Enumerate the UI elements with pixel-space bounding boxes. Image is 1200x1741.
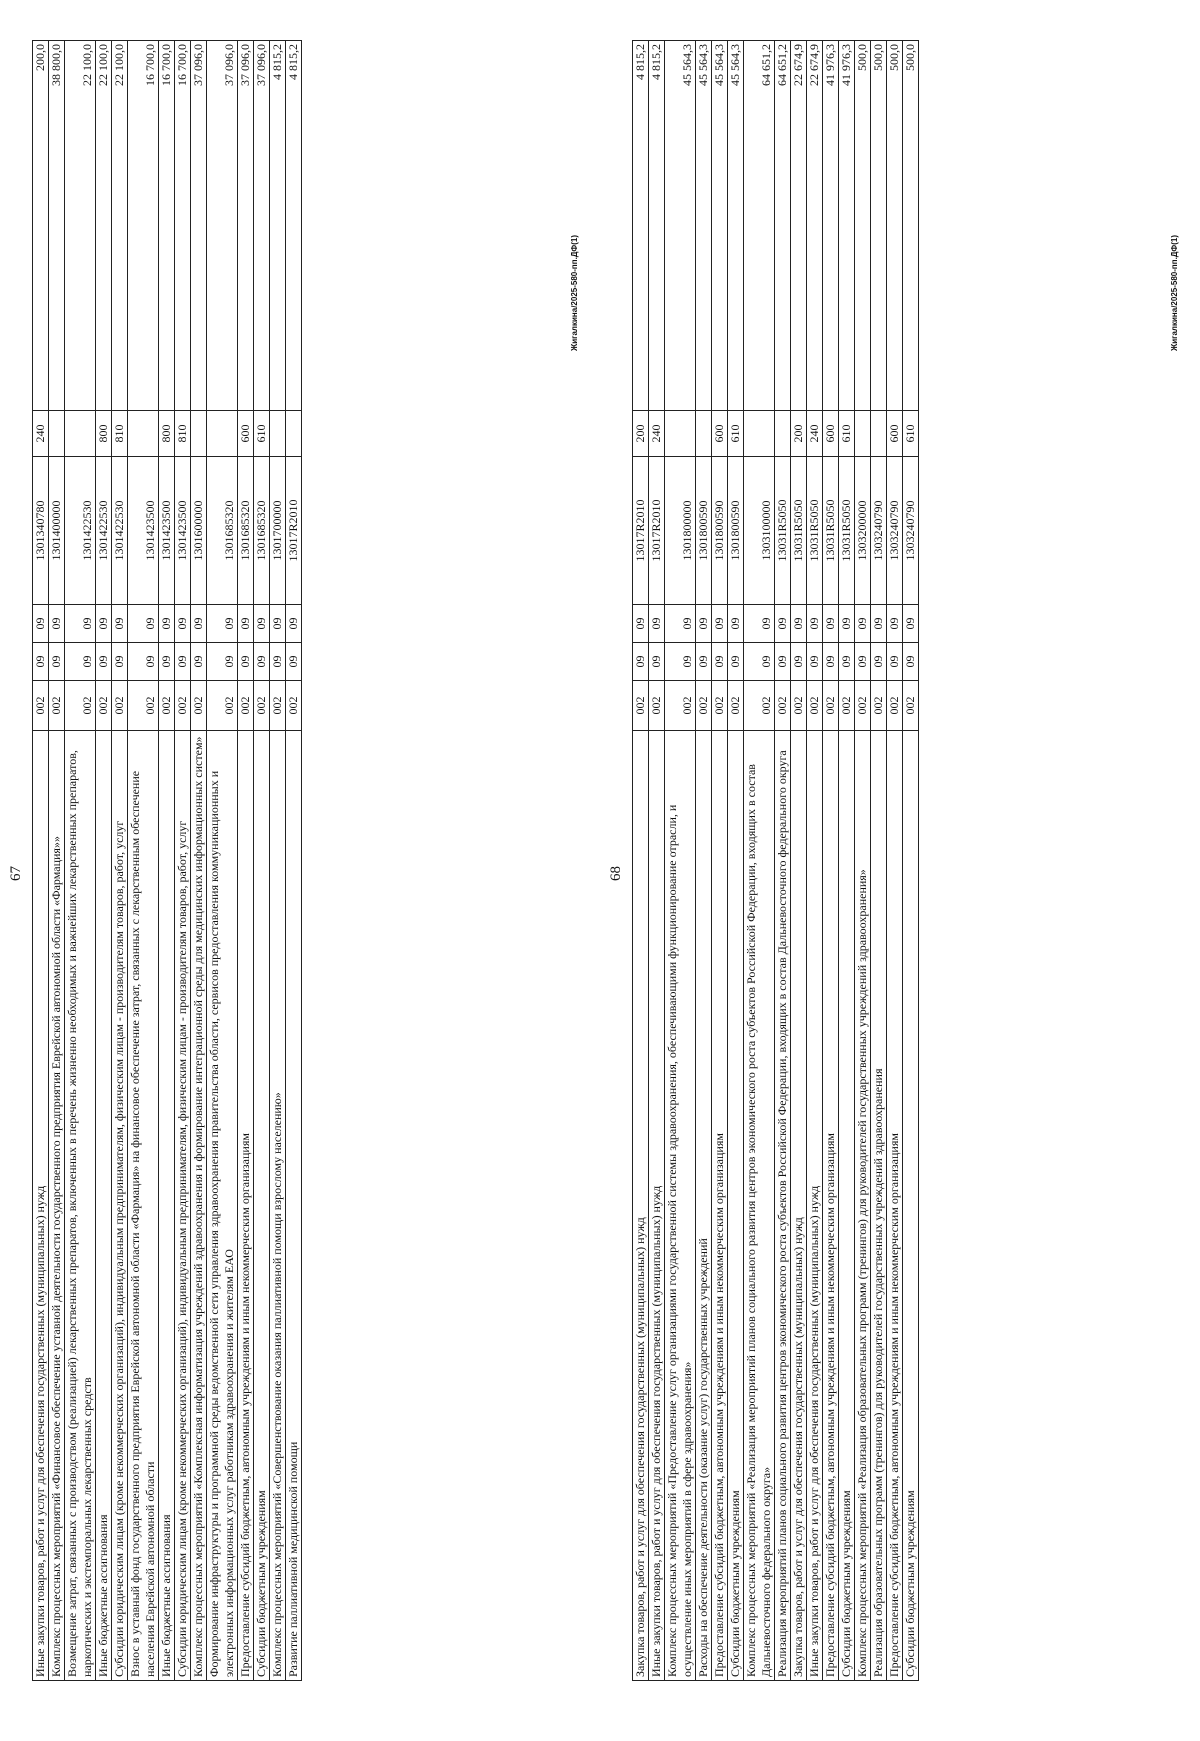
table-row bbox=[855, 41, 871, 1681]
ministry-code-cell: 002 bbox=[159, 681, 175, 731]
subsection-code-cell: 09 bbox=[649, 605, 665, 643]
target-article-cell: 13017R2010 bbox=[633, 457, 649, 605]
target-article-cell: 1301340780 bbox=[33, 457, 49, 605]
row-name-cell: Предоставление субсидий бюджетным, автономным учреждениям и иным некоммерческим организациям bbox=[823, 731, 839, 1681]
section-code-cell: 09 bbox=[238, 643, 254, 681]
amount-cell: 45 564,3 bbox=[665, 41, 696, 411]
section-code-cell: 09 bbox=[823, 643, 839, 681]
row-name-cell: Субсидии бюджетным учреждениям bbox=[903, 731, 919, 1681]
subsection-code-cell: 09 bbox=[191, 605, 207, 643]
ministry-code-cell: 002 bbox=[839, 681, 855, 731]
subsection-code-cell: 09 bbox=[633, 605, 649, 643]
row-name-cell: Субсидии бюджетным учреждениям bbox=[728, 731, 744, 1681]
expense-type-cell: 800 bbox=[159, 411, 175, 457]
subsection-code-cell: 09 bbox=[696, 605, 712, 643]
ministry-code-cell: 002 bbox=[254, 681, 270, 731]
ministry-code-cell: 002 bbox=[855, 681, 871, 731]
row-name-cell: Комплекс процессных мероприятий «Реализация образовательных программ (тренингов) для руководителей государственных учреждений здравоохранения» bbox=[855, 731, 871, 1681]
table-row bbox=[286, 41, 302, 1681]
section-code-cell: 09 bbox=[649, 643, 665, 681]
section-code-cell: 09 bbox=[286, 643, 302, 681]
expense-type-cell: 600 bbox=[887, 411, 903, 457]
target-article-cell: 1301423500 bbox=[175, 457, 191, 605]
expense-type-cell: 200 bbox=[791, 411, 807, 457]
table-row bbox=[128, 41, 159, 1681]
ministry-code-cell: 002 bbox=[128, 681, 159, 731]
ministry-code-cell: 002 bbox=[286, 681, 302, 731]
subsection-code-cell: 09 bbox=[112, 605, 128, 643]
section-code-cell: 09 bbox=[112, 643, 128, 681]
document-footer: Жигалкина/2025-580-пп.ДФ(1) bbox=[1170, 235, 1179, 351]
ministry-code-cell: 002 bbox=[649, 681, 665, 731]
target-article-cell: 13017R2010 bbox=[286, 457, 302, 605]
amount-cell: 38 800,0 bbox=[49, 41, 65, 411]
table-row bbox=[254, 41, 270, 1681]
amount-cell: 4 815,2 bbox=[270, 41, 286, 411]
amount-cell: 45 564,3 bbox=[712, 41, 728, 411]
ministry-code-cell: 002 bbox=[871, 681, 887, 731]
section-code-cell: 09 bbox=[712, 643, 728, 681]
subsection-code-cell: 09 bbox=[128, 605, 159, 643]
amount-cell: 22 674,9 bbox=[791, 41, 807, 411]
row-name-cell: Реализация образовательных программ (тренингов) для руководителей государственных учреждений здравоохранения bbox=[871, 731, 887, 1681]
expense-type-cell: 810 bbox=[112, 411, 128, 457]
expense-type-cell bbox=[191, 411, 207, 457]
target-article-cell: 1303200000 bbox=[855, 457, 871, 605]
subsection-code-cell: 09 bbox=[744, 605, 775, 643]
amount-cell: 22 674,9 bbox=[807, 41, 823, 411]
subsection-code-cell: 09 bbox=[33, 605, 49, 643]
subsection-code-cell: 09 bbox=[823, 605, 839, 643]
subsection-code-cell: 09 bbox=[175, 605, 191, 643]
target-article-cell: 13017R2010 bbox=[649, 457, 665, 605]
subsection-code-cell: 09 bbox=[871, 605, 887, 643]
amount-cell: 500,0 bbox=[903, 41, 919, 411]
ministry-code-cell: 002 bbox=[191, 681, 207, 731]
subsection-code-cell: 09 bbox=[65, 605, 96, 643]
expense-type-cell: 600 bbox=[712, 411, 728, 457]
target-article-cell: 1301800000 bbox=[665, 457, 696, 605]
amount-cell: 45 564,3 bbox=[696, 41, 712, 411]
amount-cell: 37 096,0 bbox=[254, 41, 270, 411]
section-code-cell: 09 bbox=[855, 643, 871, 681]
ministry-code-cell: 002 bbox=[49, 681, 65, 731]
amount-cell: 37 096,0 bbox=[207, 41, 238, 411]
expense-type-cell: 240 bbox=[33, 411, 49, 457]
expense-type-cell: 800 bbox=[96, 411, 112, 457]
amount-cell: 200,0 bbox=[33, 41, 49, 411]
row-name-cell: Возмещение затрат, связанных с производством (реализацией) лекарственных препаратов, включенных в перечень жизненно необходимых и важнейших лекарственных препаратов, наркотических и экстемпоральных лекарственных средств bbox=[65, 731, 96, 1681]
amount-cell: 64 651,2 bbox=[775, 41, 791, 411]
subsection-code-cell: 09 bbox=[887, 605, 903, 643]
section-code-cell: 09 bbox=[191, 643, 207, 681]
subsection-code-cell: 09 bbox=[807, 605, 823, 643]
ministry-code-cell: 002 bbox=[238, 681, 254, 731]
subsection-code-cell: 09 bbox=[775, 605, 791, 643]
row-name-cell: Иные бюджетные ассигнования bbox=[96, 731, 112, 1681]
expense-type-cell bbox=[49, 411, 65, 457]
table-row bbox=[633, 41, 649, 1681]
row-name-cell: Субсидии юридическим лицам (кроме некоммерческих организаций), индивидуальным предпринимателям, физическим лицам - производителям товаров, работ, услуг bbox=[112, 731, 128, 1681]
ministry-code-cell: 002 bbox=[65, 681, 96, 731]
amount-cell: 4 815,2 bbox=[286, 41, 302, 411]
section-code-cell: 09 bbox=[254, 643, 270, 681]
table-row bbox=[238, 41, 254, 1681]
expense-type-cell bbox=[286, 411, 302, 457]
section-code-cell: 09 bbox=[65, 643, 96, 681]
target-article-cell: 1301422530 bbox=[65, 457, 96, 605]
row-name-cell: Реализация мероприятий планов социального развития центров экономического роста субъектов Российской Федерации, входящих в состав Дальневосточного федерального округа bbox=[775, 731, 791, 1681]
row-name-cell: Комплекс процессных мероприятий «Совершенствование оказания паллиативной помощи взрослому населению» bbox=[270, 731, 286, 1681]
row-name-cell: Формирование инфраструктуры и программной среды ведомственной сети управления здравоохранения правительства области, сервисов предоставления коммуникационных и электронных информационных услуг работникам здравоохранения и жителям ЕАО bbox=[207, 731, 238, 1681]
section-code-cell: 09 bbox=[839, 643, 855, 681]
section-code-cell: 09 bbox=[696, 643, 712, 681]
amount-cell: 41 976,3 bbox=[823, 41, 839, 411]
amount-cell: 500,0 bbox=[887, 41, 903, 411]
row-name-cell: Комплекс процессных мероприятий «Предоставление услуг организациями государственной системы здравоохранения, обеспечивающими функционирование отрасли, и осуществление иных мероприятий в сфере здравоохранения» bbox=[665, 731, 696, 1681]
target-article-cell: 13031R5050 bbox=[823, 457, 839, 605]
target-article-cell: 1301685320 bbox=[254, 457, 270, 605]
table-row bbox=[839, 41, 855, 1681]
target-article-cell: 1303100000 bbox=[744, 457, 775, 605]
table-row bbox=[807, 41, 823, 1681]
table-row bbox=[112, 41, 128, 1681]
section-code-cell: 09 bbox=[775, 643, 791, 681]
ministry-code-cell: 002 bbox=[728, 681, 744, 731]
row-name-cell: Взнос в уставный фонд государственного предприятия Еврейской автономной области «Фармация» на финансовое обеспечение затрат, связанных с лекарственным обеспечение населения Еврейской автономной области bbox=[128, 731, 159, 1681]
expense-type-cell bbox=[855, 411, 871, 457]
ministry-code-cell: 002 bbox=[823, 681, 839, 731]
page-number: 67 bbox=[8, 866, 24, 881]
amount-cell: 22 100,0 bbox=[96, 41, 112, 411]
row-name-cell: Предоставление субсидий бюджетным, автономным учреждениям и иным некоммерческим организациям bbox=[712, 731, 728, 1681]
section-code-cell: 09 bbox=[270, 643, 286, 681]
section-code-cell: 09 bbox=[887, 643, 903, 681]
target-article-cell: 13031R5050 bbox=[807, 457, 823, 605]
row-name-cell: Комплекс процессных мероприятий «Финансовое обеспечение уставной деятельности государственного предприятия Еврейской автономной области «Фармация»» bbox=[49, 731, 65, 1681]
table-row bbox=[207, 41, 238, 1681]
expense-type-cell: 600 bbox=[823, 411, 839, 457]
section-code-cell: 09 bbox=[175, 643, 191, 681]
expense-type-cell bbox=[665, 411, 696, 457]
amount-cell: 37 096,0 bbox=[238, 41, 254, 411]
target-article-cell: 1301685320 bbox=[238, 457, 254, 605]
amount-cell: 500,0 bbox=[855, 41, 871, 411]
row-name-cell: Комплекс процессных мероприятий «Реализация мероприятий планов социального развития центров экономического роста субъектов Российской Федерации, входящих в состав Дальневосточного федерального округа» bbox=[744, 731, 775, 1681]
expense-type-cell bbox=[207, 411, 238, 457]
target-article-cell: 1301800590 bbox=[728, 457, 744, 605]
ministry-code-cell: 002 bbox=[791, 681, 807, 731]
section-code-cell: 09 bbox=[744, 643, 775, 681]
subsection-code-cell: 09 bbox=[791, 605, 807, 643]
row-name-cell: Закупка товаров, работ и услуг для обеспечения государственных (муниципальных) нужд bbox=[633, 731, 649, 1681]
subsection-code-cell: 09 bbox=[728, 605, 744, 643]
row-name-cell: Иные закупки товаров, работ и услуг для обеспечения государственных (муниципальных) нужд bbox=[807, 731, 823, 1681]
target-article-cell: 1301422530 bbox=[96, 457, 112, 605]
section-code-cell: 09 bbox=[49, 643, 65, 681]
amount-cell: 16 700,0 bbox=[159, 41, 175, 411]
amount-cell: 37 096,0 bbox=[191, 41, 207, 411]
section-code-cell: 09 bbox=[871, 643, 887, 681]
subsection-code-cell: 09 bbox=[270, 605, 286, 643]
expense-type-cell bbox=[744, 411, 775, 457]
table-row bbox=[871, 41, 887, 1681]
ministry-code-cell: 002 bbox=[696, 681, 712, 731]
document-page-68 bbox=[600, 0, 1200, 1741]
table-row bbox=[270, 41, 286, 1681]
target-article-cell: 1301423500 bbox=[159, 457, 175, 605]
section-code-cell: 09 bbox=[633, 643, 649, 681]
subsection-code-cell: 09 bbox=[207, 605, 238, 643]
section-code-cell: 09 bbox=[33, 643, 49, 681]
target-article-cell: 13031R5050 bbox=[839, 457, 855, 605]
section-code-cell: 09 bbox=[207, 643, 238, 681]
table-row bbox=[728, 41, 744, 1681]
row-name-cell: Иные закупки товаров, работ и услуг для обеспечения государственных (муниципальных) нужд bbox=[33, 731, 49, 1681]
subsection-code-cell: 09 bbox=[254, 605, 270, 643]
document-footer: Жигалкина/2025-580-пп.ДФ(1) bbox=[570, 235, 579, 351]
table-row bbox=[33, 41, 49, 1681]
target-article-cell: 1303240790 bbox=[903, 457, 919, 605]
section-code-cell: 09 bbox=[128, 643, 159, 681]
table-row bbox=[49, 41, 65, 1681]
target-article-cell: 13031R5050 bbox=[791, 457, 807, 605]
ministry-code-cell: 002 bbox=[775, 681, 791, 731]
expense-type-cell: 240 bbox=[649, 411, 665, 457]
ministry-code-cell: 002 bbox=[744, 681, 775, 731]
amount-cell: 64 651,2 bbox=[744, 41, 775, 411]
subsection-code-cell: 09 bbox=[712, 605, 728, 643]
amount-cell: 16 700,0 bbox=[128, 41, 159, 411]
target-article-cell: 1301800590 bbox=[712, 457, 728, 605]
ministry-code-cell: 002 bbox=[903, 681, 919, 731]
ministry-code-cell: 002 bbox=[633, 681, 649, 731]
expense-type-cell: 610 bbox=[254, 411, 270, 457]
subsection-code-cell: 09 bbox=[665, 605, 696, 643]
expense-type-cell bbox=[65, 411, 96, 457]
row-name-cell: Закупка товаров, работ и услуг для обеспечения государственных (муниципальных) нужд bbox=[791, 731, 807, 1681]
section-code-cell: 09 bbox=[903, 643, 919, 681]
amount-cell: 4 815,2 bbox=[633, 41, 649, 411]
subsection-code-cell: 09 bbox=[839, 605, 855, 643]
amount-cell: 22 100,0 bbox=[112, 41, 128, 411]
target-article-cell: 1301422530 bbox=[112, 457, 128, 605]
table-row bbox=[775, 41, 791, 1681]
ministry-code-cell: 002 bbox=[887, 681, 903, 731]
row-name-cell: Иные бюджетные ассигнования bbox=[159, 731, 175, 1681]
row-name-cell: Субсидии бюджетным учреждениям bbox=[254, 731, 270, 1681]
ministry-code-cell: 002 bbox=[807, 681, 823, 731]
budget-table bbox=[32, 40, 302, 1681]
target-article-cell: 1303240790 bbox=[871, 457, 887, 605]
table-row bbox=[191, 41, 207, 1681]
expense-type-cell: 610 bbox=[839, 411, 855, 457]
expense-type-cell: 610 bbox=[728, 411, 744, 457]
table-row bbox=[791, 41, 807, 1681]
target-article-cell: 1301400000 bbox=[49, 457, 65, 605]
section-code-cell: 09 bbox=[728, 643, 744, 681]
ministry-code-cell: 002 bbox=[712, 681, 728, 731]
amount-cell: 16 700,0 bbox=[175, 41, 191, 411]
budget-table bbox=[632, 40, 919, 1681]
table-row bbox=[887, 41, 903, 1681]
ministry-code-cell: 002 bbox=[112, 681, 128, 731]
row-name-cell: Комплекс процессных мероприятий «Комплексная информатизация учреждений здравоохранения и формирование интеграционной среды для медицинских информационных систем» bbox=[191, 731, 207, 1681]
row-name-cell: Субсидии бюджетным учреждениям bbox=[839, 731, 855, 1681]
expense-type-cell bbox=[270, 411, 286, 457]
ministry-code-cell: 002 bbox=[665, 681, 696, 731]
table-row bbox=[712, 41, 728, 1681]
ministry-code-cell: 002 bbox=[270, 681, 286, 731]
ministry-code-cell: 002 bbox=[175, 681, 191, 731]
subsection-code-cell: 09 bbox=[903, 605, 919, 643]
amount-cell: 41 976,3 bbox=[839, 41, 855, 411]
amount-cell: 4 815,2 bbox=[649, 41, 665, 411]
table-row bbox=[96, 41, 112, 1681]
amount-cell: 500,0 bbox=[871, 41, 887, 411]
target-article-cell: 1301800590 bbox=[696, 457, 712, 605]
expense-type-cell bbox=[696, 411, 712, 457]
subsection-code-cell: 09 bbox=[286, 605, 302, 643]
table-row bbox=[159, 41, 175, 1681]
table-row bbox=[823, 41, 839, 1681]
page-number: 68 bbox=[608, 866, 624, 881]
budget-table-body bbox=[33, 41, 302, 1681]
target-article-cell: 1303240790 bbox=[887, 457, 903, 605]
ministry-code-cell: 002 bbox=[96, 681, 112, 731]
subsection-code-cell: 09 bbox=[855, 605, 871, 643]
row-name-cell: Субсидии юридическим лицам (кроме некоммерческих организаций), индивидуальным предпринимателям, физическим лицам - производителям товаров, работ, услуг bbox=[175, 731, 191, 1681]
section-code-cell: 09 bbox=[665, 643, 696, 681]
section-code-cell: 09 bbox=[159, 643, 175, 681]
target-article-cell: 1301685320 bbox=[207, 457, 238, 605]
row-name-cell: Развитие паллиативной медицинской помощи bbox=[286, 731, 302, 1681]
table-row bbox=[65, 41, 96, 1681]
ministry-code-cell: 002 bbox=[33, 681, 49, 731]
expense-type-cell bbox=[871, 411, 887, 457]
table-row bbox=[175, 41, 191, 1681]
row-name-cell: Предоставление субсидий бюджетным, автономным учреждениям и иным некоммерческим организациям bbox=[887, 731, 903, 1681]
section-code-cell: 09 bbox=[96, 643, 112, 681]
section-code-cell: 09 bbox=[791, 643, 807, 681]
table-row bbox=[649, 41, 665, 1681]
table-row bbox=[696, 41, 712, 1681]
expense-type-cell bbox=[128, 411, 159, 457]
subsection-code-cell: 09 bbox=[238, 605, 254, 643]
expense-type-cell bbox=[775, 411, 791, 457]
target-article-cell: 1301423500 bbox=[128, 457, 159, 605]
expense-type-cell: 810 bbox=[175, 411, 191, 457]
budget-table-body bbox=[633, 41, 919, 1681]
row-name-cell: Иные закупки товаров, работ и услуг для обеспечения государственных (муниципальных) нужд bbox=[649, 731, 665, 1681]
table-row bbox=[903, 41, 919, 1681]
amount-cell: 45 564,3 bbox=[728, 41, 744, 411]
amount-cell: 22 100,0 bbox=[65, 41, 96, 411]
target-article-cell: 1301700000 bbox=[270, 457, 286, 605]
subsection-code-cell: 09 bbox=[96, 605, 112, 643]
table-row bbox=[665, 41, 696, 1681]
section-code-cell: 09 bbox=[807, 643, 823, 681]
table-row bbox=[744, 41, 775, 1681]
subsection-code-cell: 09 bbox=[159, 605, 175, 643]
expense-type-cell: 610 bbox=[903, 411, 919, 457]
expense-type-cell: 600 bbox=[238, 411, 254, 457]
ministry-code-cell: 002 bbox=[207, 681, 238, 731]
expense-type-cell: 240 bbox=[807, 411, 823, 457]
subsection-code-cell: 09 bbox=[49, 605, 65, 643]
target-article-cell: 13031R5050 bbox=[775, 457, 791, 605]
row-name-cell: Расходы на обеспечение деятельности (оказание услуг) государственных учреждений bbox=[696, 731, 712, 1681]
target-article-cell: 1301600000 bbox=[191, 457, 207, 605]
row-name-cell: Предоставление субсидий бюджетным, автономным учреждениям и иным некоммерческим организациям bbox=[238, 731, 254, 1681]
expense-type-cell: 200 bbox=[633, 411, 649, 457]
